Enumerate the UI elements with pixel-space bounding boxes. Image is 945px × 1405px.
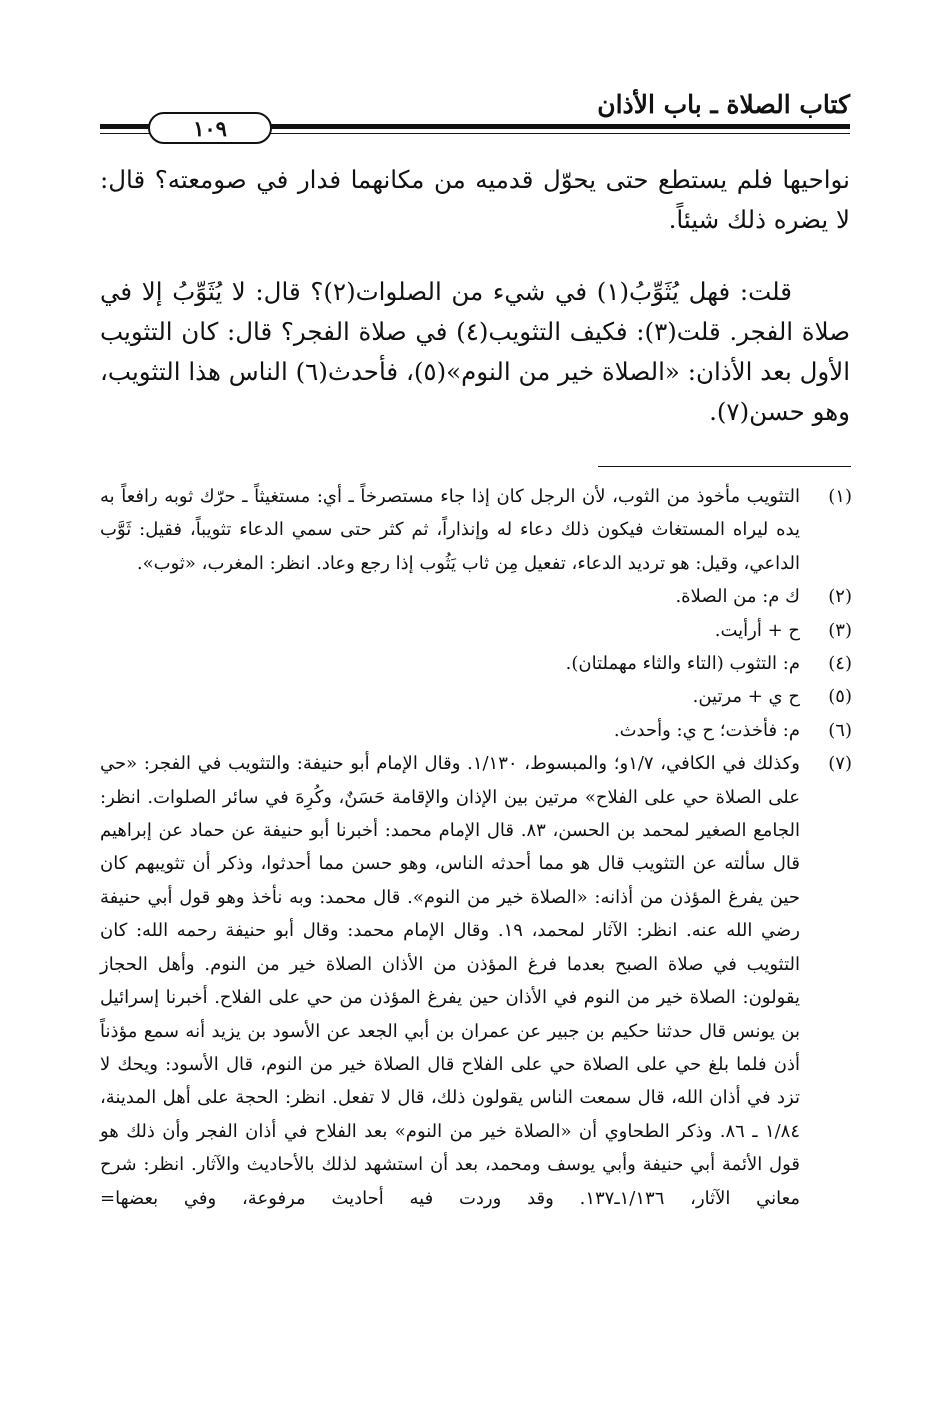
body-paragraph: نواحيها فلم يستطع حتى يحوّل قدميه من مكانهما فدار في صومعته؟ قال: لا يضره ذلك شيئاً. — [100, 165, 850, 234]
main-text — [100, 160, 850, 432]
footnote-number: (٥) — [828, 686, 852, 708]
footnote-text: وكذلك في الكافي، ١/٧و؛ والمبسوط، ١/١٣٠. وقال الإمام أبو حنيفة: والتثويب في الفجر: «حي على الصلاة حي على الفلاح» مرتين بين الإذان والإقامة حَسَنٌ، وكُرِهَ في سائر الصلوات. انظر: الجامع الصغير لمحمد بن الحسن، ٨٣. قال الإمام محمد: أخبرنا أبو حنيفة عن حماد عن إبراهيم قال سألته عن التثويب قال هو مما أحدثه الناس، وهو حسن مما أحدثوا، وذكر أن تثويبهم كان حين يفرغ المؤذن من أذانه: «الصلاة خير من النوم». قال محمد: وبه نأخذ وهو قول أبي حنيفة رضي الله عنه. انظر: الآثار لمحمد، ١٩. وقال الإمام محمد: وقال أبو حنيفة رحمه الله: كان التثويب في صلاة الصبح بعدما فرغ المؤذن من الأذان الصلاة خير من النوم. وأهل الحجاز يقولون: الصلاة خير من النوم في الأذان حين يفرغ المؤذن من حي على الفلاح. أخبرنا إسرائيل بن يونس قال حدثنا حكيم بن جبير عن عمران بن أبي الجعد عن الأسود بن يزيد أنه سمع مؤذناً أذن فلما بلغ حي على الصلاة حي على الفلاح قال الصلاة خير من النوم، قال الأسود: ويحك لا تزد في أذان الله، قال سمعت الناس يقولون ذلك، قال لا تفعل. انظر: الحجة على أهل المدينة، ١/٨٤ ـ ٨٦. وذكر الطحاوي أن «الصلاة خير من النوم» بعد الفلاح في أذان الفجر وأن ذلك هو قول الأئمة أبي حنيفة وأبي يوسف ومحمد، بعد أن استشهد لذلك بالأحاديث والآثار. انظر: شرح معاني الآثار، ١/١٣٦ـ١٣٧. وقد وردت فيه أحاديث مرفوعة، وفي بعضها= — [100, 753, 801, 1209]
page-header — [100, 84, 850, 144]
footnotes — [100, 480, 852, 1215]
footnote-number: (٦) — [828, 719, 852, 741]
running-title: كتاب الصلاة ـ باب الأذان — [597, 90, 850, 119]
footnote-text: ك م: من الصلاة. — [675, 586, 800, 608]
footnote-number: (٤) — [828, 653, 852, 675]
footnote-text: ح ي + مرتين. — [692, 686, 800, 708]
footnote-item — [100, 680, 852, 713]
footnote-separator — [598, 466, 851, 467]
footnote-item — [100, 580, 852, 613]
footnote-number: (٢) — [828, 586, 852, 608]
footnote-item — [100, 647, 852, 680]
footnote-item — [100, 480, 852, 580]
body-paragraph: قلت: فهل يُثَوِّبُ(١) في شيء من الصلوات(٢)؟ قال: لا يُثَوِّبُ إلا في صلاة الفجر. قلت(٣): فكيف التثويب(٤) في صلاة الفجر؟ قال: كان التثويب الأول بعد الأذان: «الصلاة خير من النوم»(٥)، فأحدث(٦) الناس هذا التثويب، وهو حسن(٧). — [100, 277, 851, 426]
footnote-text: م: فأخذت؛ ح ي: وأحدث. — [613, 719, 800, 741]
footnote-number: (١) — [828, 486, 852, 507]
page-number-badge — [148, 112, 272, 144]
footnote-number: (٧) — [828, 753, 852, 775]
footnote-text: م: التثوب (التاء والثاء مهملتان). — [565, 653, 800, 675]
footnote-text: ح + أرأيت. — [714, 619, 800, 641]
footnote-item — [100, 714, 852, 747]
footnote-text: التثويب مأخوذ من الثوب، لأن الرجل كان إذا جاء مستصرخاً ـ أي: مستغيثاً ـ حرّك ثوبه رافعاً به يده ليراه المستغاث فيكون ذلك دعاء له وإنذاراً، ثم كثر حتى سمي الدعاء تثويباً، فقيل: ثَوَّب الداعي، وقيل: هو ترديد الدعاء، تفعيل مِن ثاب يَثُوب إذا رجع وعاد. انظر: المغرب، «ثوب». — [100, 486, 800, 574]
footnote-item — [100, 614, 852, 647]
footnote-number: (٣) — [828, 619, 852, 641]
page-number: ١٠٩ — [193, 115, 227, 141]
footnote-item — [100, 747, 852, 1215]
